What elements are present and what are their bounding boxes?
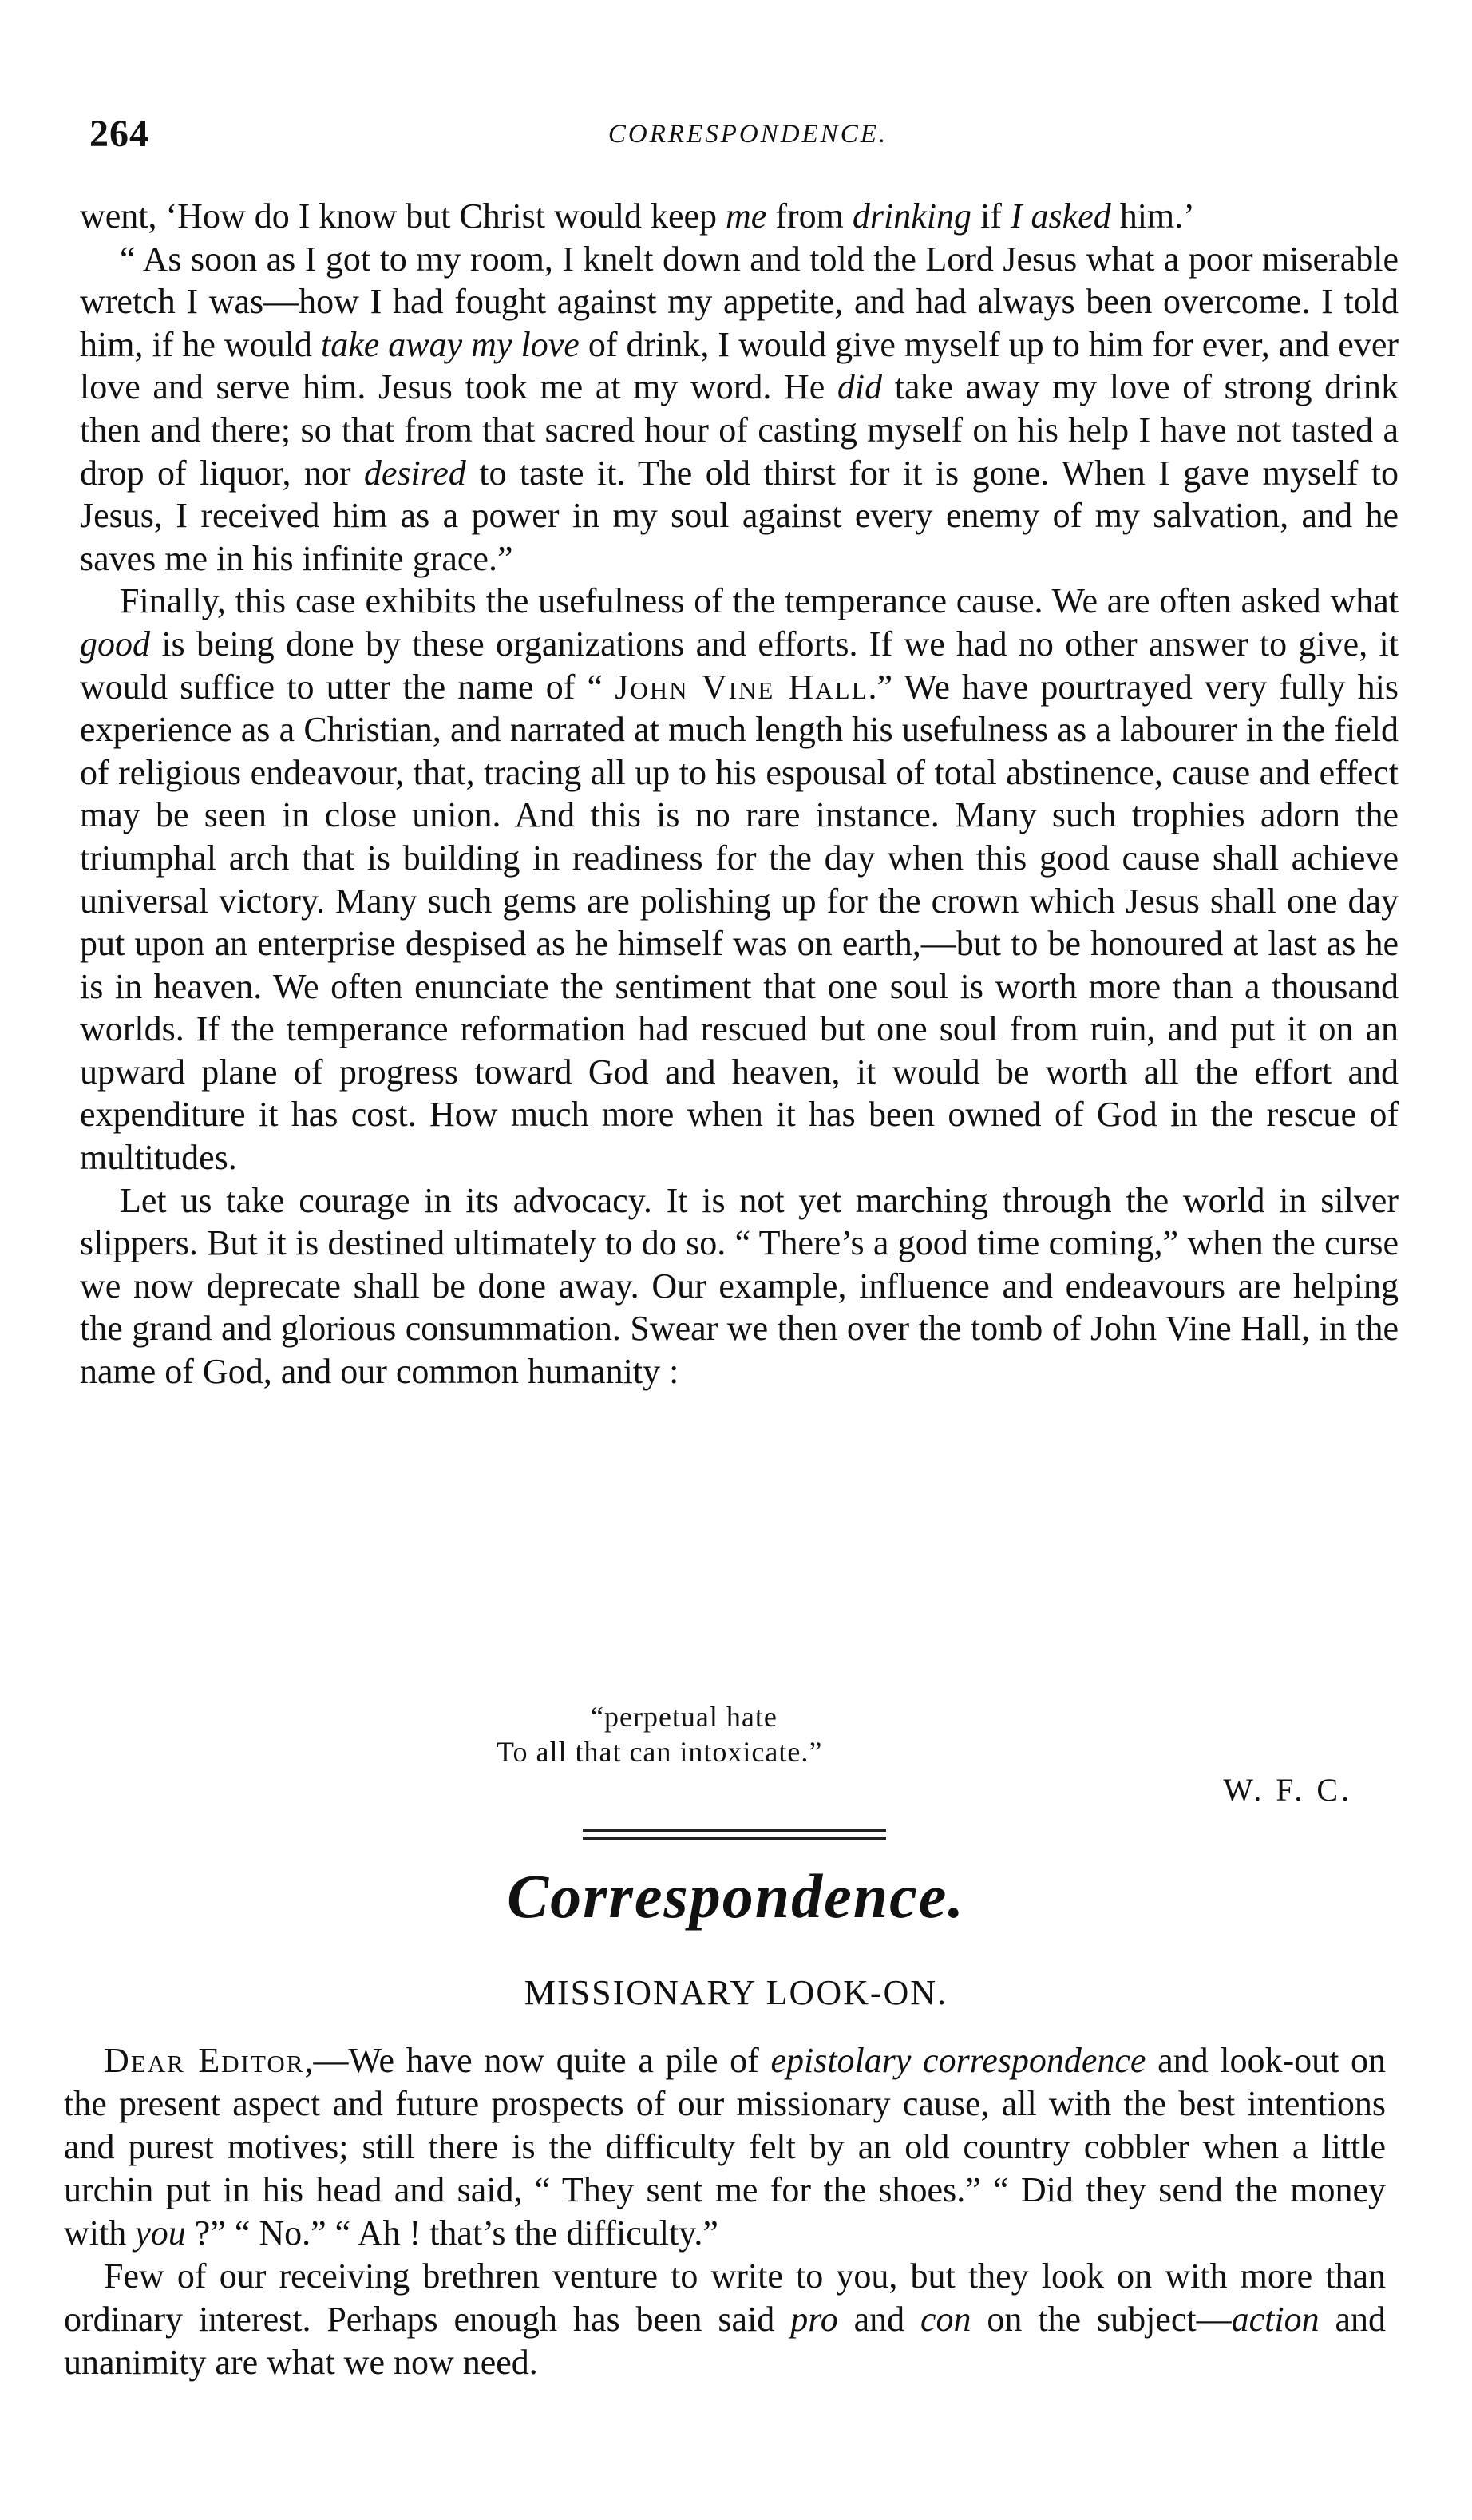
paragraph — [80, 580, 1399, 1179]
running-title: CORRESPONDENCE. — [607, 120, 888, 149]
author-signature: W. F. C. — [1223, 1772, 1352, 1808]
emphasis: me — [726, 196, 767, 236]
text-run: is being done by these organizations and efforts. If we had no other answer to give, it would suffice to utter the name of “ — [80, 624, 1399, 707]
text-run: Finally, this case exhibits the usefulness of the temperance cause. We are often asked what — [120, 581, 1399, 621]
emphasis: I asked — [1010, 196, 1111, 236]
text-run: ,—We have now quite a pile of — [304, 2041, 771, 2080]
text-run: and look-out on the present aspect and future prospects of our missionary cause, all with the best intentions and purest motives; still there is the difficulty felt by an old country cobbler when a little urchin put in his head and said, “ They sent me for the shoes.” “ Did they send the money with — [64, 2041, 1386, 2253]
text-run: .” We have pourtrayed very fully his experience as a Christian, and narrated at much length his usefulness as a labourer in the field of religious endeavour, that, tracing all up to his espousal of total abstinence, cause and effect may be seen in close union. And this is no rare instance. Many such trophies adorn the triumphal arch that is building in readiness for the day when this good cause shall achieve universal victory. Many such gems are polishing up for the crown which Jesus shall one day put upon an enterprise despised as he himself was on earth,—but to be honoured at last as he is in heaven. We often enunciate the sentiment that one soul is worth more than a thousand worlds. If the temperance reformation had rescued but one soul from ruin, and put it on an upward plane of progress toward God and heaven, it would be worth all the effort and expenditure it has cost. How much more when it has been owned of God in the rescue of multitudes. — [80, 667, 1399, 1178]
article-one-body — [80, 195, 1399, 1393]
paragraph — [64, 2255, 1386, 2384]
paragraph — [80, 195, 1399, 238]
person-name: John Vine Hall — [615, 667, 869, 707]
paragraph — [64, 2039, 1386, 2255]
text-run: and unanimity are what we now need. — [64, 2300, 1386, 2382]
section-divider — [583, 1829, 886, 1832]
text-run: went, ‘How do I know but Christ would keep — [80, 196, 726, 236]
text-run: from — [766, 196, 853, 236]
emphasis: con — [920, 2300, 971, 2339]
text-run: of drink, I would give myself up to him for ever, and ever love and serve him. Jesus took me at my word. He — [80, 324, 1399, 407]
article-title: MISSIONARY LOOK-ON. — [524, 1973, 948, 2012]
text-run: on the subject— — [971, 2300, 1232, 2339]
verse-line: To all that can intoxicate.” — [497, 1736, 823, 1768]
paragraph: Let us take courage in its advocacy. It is not yet marching through the world in silver slippers. But it is destined ultimately to do so. “ There’s a good time coming,” when the curse we now deprecate shall be done away. Our example, influence and endeavours are helping the grand and glorious consummation. Swear we then over the tomb of John Vine Hall, in the name of God, and our common humanity : — [80, 1180, 1399, 1392]
text-run: to taste it. The old thirst for it is gone. When I gave myself to Jesus, I received him as a power in my soul against every enemy of my salvation, and he saves me in his infinite grace.” — [80, 453, 1399, 578]
section-heading: Correspondence. — [507, 1861, 965, 1931]
verse-line: “perpetual hate — [591, 1701, 778, 1733]
emphasis: take away my love — [320, 324, 580, 364]
running-head — [89, 112, 1407, 160]
text-run: and — [837, 2300, 921, 2339]
emphasis: drinking — [852, 196, 971, 236]
text-run: ?” “ No.” “ Ah ! that’s the difficulty.” — [185, 2213, 718, 2253]
emphasis: you — [135, 2213, 186, 2253]
text-run: if — [971, 196, 1011, 236]
emphasis: good — [80, 624, 150, 664]
text-run: “ As soon as I got to my room, I knelt down and told the Lord Jesus what a poor miserable wretch I was—how I had fought against my appetite, and had always been overcome. I told him, if he would — [80, 239, 1399, 364]
page-number: 264 — [89, 113, 149, 155]
paragraph — [80, 238, 1399, 580]
salutation: Dear Editor — [104, 2041, 305, 2080]
verse-quote — [447, 1699, 1006, 1769]
section-divider — [583, 1837, 886, 1840]
text-run: Few of our receiving brethren venture to write to you, but they look on with more than ordinary interest. Perhaps enough has been said — [64, 2257, 1386, 2339]
emphasis: did — [837, 367, 883, 407]
emphasis: desired — [363, 453, 466, 493]
emphasis: pro — [790, 2300, 838, 2339]
text-run: him.’ — [1110, 196, 1195, 236]
text-run: take away my love of strong drink then and there; so that from that sacred hour of casting myself on his help I have not tasted a drop of liquor, nor — [80, 367, 1399, 493]
emphasis: action — [1231, 2300, 1320, 2339]
article-two-body — [64, 2039, 1386, 2384]
emphasis: epistolary correspondence — [770, 2041, 1146, 2080]
